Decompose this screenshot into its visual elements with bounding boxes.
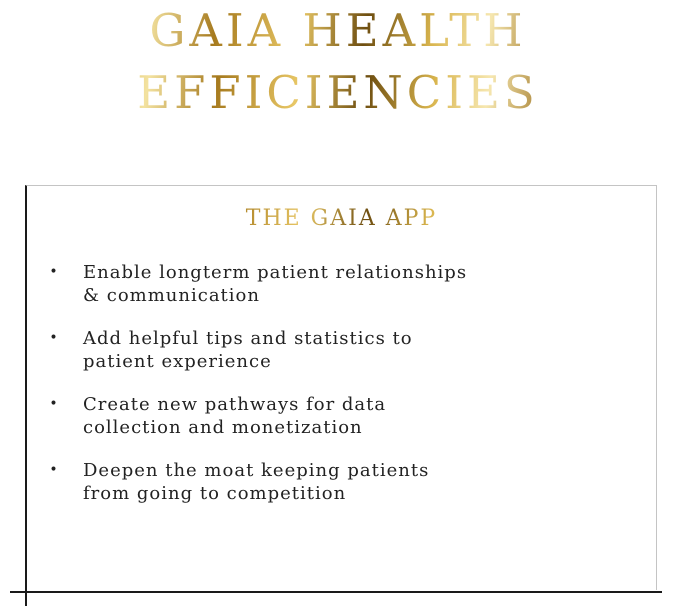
card-heading: THE GAIA APP [27,206,656,231]
list-item-text: Create new pathways for data collection and monetization [83,394,387,438]
page-title-line-2: EFFICIENCIES [0,70,676,115]
list-item [49,261,483,307]
bullet-icon: • [49,396,59,412]
list-item-text: Enable longterm patient relationships & communication [83,262,468,306]
bullet-icon: • [49,462,59,478]
page-title-line-1: GAIA HEALTH [0,8,676,53]
list-item [49,327,483,373]
content-card [25,185,657,590]
bottom-frame-line [10,591,662,593]
left-frame-tail [25,590,27,606]
bullet-list [49,261,609,525]
bullet-icon: • [49,330,59,346]
list-item-text: Add helpful tips and statistics to patient experience [83,328,413,372]
bullet-icon: • [49,264,59,280]
list-item [49,459,483,505]
list-item-text: Deepen the moat keeping patients from going to competition [83,460,430,504]
list-item [49,393,483,439]
